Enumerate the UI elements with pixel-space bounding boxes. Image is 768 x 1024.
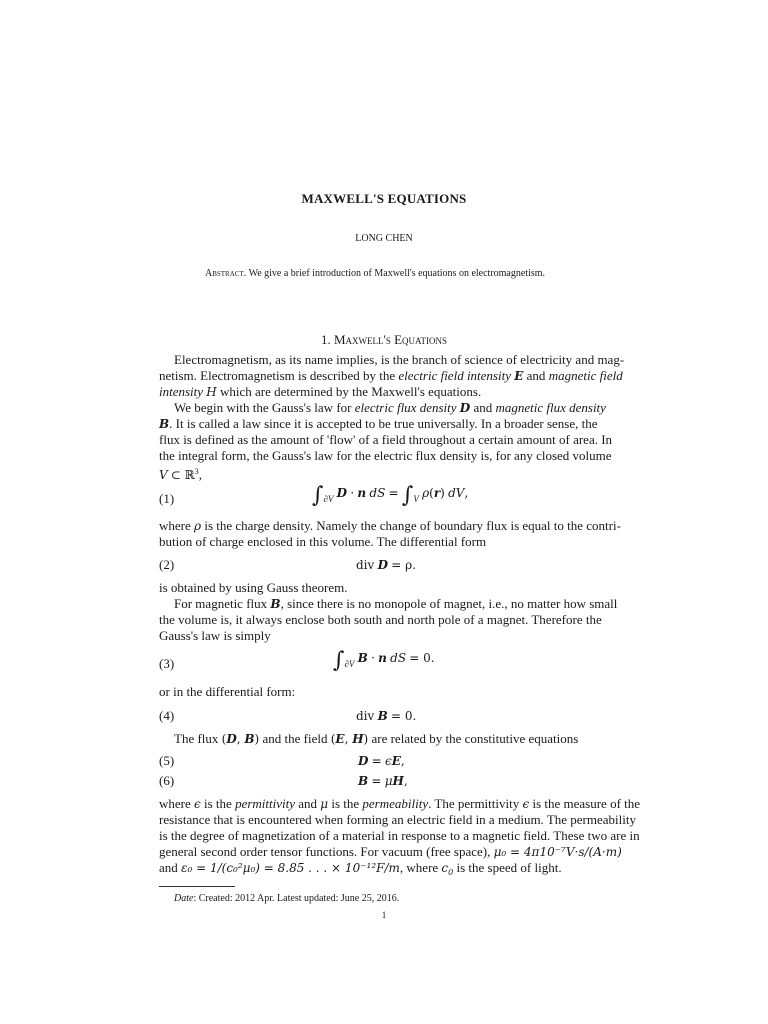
math-subscript: V — [413, 494, 419, 504]
math-mu: μ — [384, 774, 393, 788]
math-B: B — [377, 709, 388, 723]
text-span: where — [159, 796, 195, 811]
section-heading — [0, 332, 768, 348]
text-span: For magnetic flux — [174, 596, 271, 611]
emphasis: permittivity — [235, 796, 295, 811]
math-rho: ρ — [194, 519, 202, 533]
math-operator: = — [371, 774, 382, 788]
text-line — [159, 596, 618, 612]
paragraph-gauss — [159, 400, 613, 483]
math-comma: , — [236, 732, 245, 746]
math-paren: ) — [363, 732, 369, 746]
math-paren: ( — [221, 732, 227, 746]
math-epsilon: ϵ — [384, 754, 392, 768]
abstract — [205, 267, 605, 280]
text-span: and the field — [259, 731, 331, 746]
equation-6 — [358, 773, 408, 789]
math-div: div — [356, 558, 375, 572]
math-D: D — [336, 486, 348, 500]
text-span: is the — [328, 796, 363, 811]
equation-number: (6) — [159, 773, 175, 788]
text-span: is the — [200, 796, 236, 811]
emphasis: electric field intensity — [398, 368, 511, 383]
math-n: n — [357, 486, 367, 500]
math-E: E — [391, 754, 401, 768]
paragraph-magnetic — [159, 580, 618, 644]
footnote-label: Date — [174, 893, 194, 904]
equation-number: (4) — [159, 708, 175, 723]
math-symbol: ⊂ ℝ — [170, 468, 195, 482]
math-rho: ρ — [422, 486, 430, 500]
text-span: and — [470, 400, 496, 415]
text-span: . It is called a law since it is accepted to be true universally. In a broader sense, the — [169, 416, 598, 431]
emphasis: intensity — [159, 384, 204, 399]
text-line: the volume is, it always enclose both south and north pole of a magnet. Therefore the — [159, 612, 602, 627]
text-line — [159, 368, 623, 384]
math-D: D — [226, 732, 237, 746]
math-volume: V — [159, 468, 168, 482]
integral-sign: ∫ — [333, 648, 345, 673]
paragraph-permittivity — [159, 796, 641, 881]
text-line: bution of charge enclosed in this volume. The differential form — [159, 534, 487, 549]
integral-sign: ∫ — [312, 483, 324, 508]
text-line: flux is defined as the amount of 'flow' of a field throughout a certain amount of area. In — [159, 432, 613, 447]
text-span: , since there is no monopole of magnet, i.e., no matter how small — [280, 596, 618, 611]
equation-number: (3) — [159, 656, 175, 671]
text-span: and — [159, 860, 182, 875]
text-span: is the charge density. Namely the change of boundary flux is equal to the contri- — [201, 518, 621, 533]
math-B: B — [358, 774, 369, 788]
math-D: D — [377, 558, 388, 572]
section-title: Maxwell's Equations — [333, 332, 448, 347]
text-line: the integral form, the Gauss's law for the electric flux density is, for any closed volume — [159, 448, 612, 463]
text-span: , where — [399, 860, 442, 875]
math-B: B — [357, 651, 368, 665]
equation-number: (1) — [159, 491, 175, 506]
math-D: D — [459, 401, 471, 415]
paper-title: MAXWELL'S EQUATIONS — [301, 191, 467, 206]
math-dS: dS — [390, 651, 407, 665]
text-span: and — [523, 368, 549, 383]
text-span: is the measure of the — [529, 796, 641, 811]
text-line — [159, 416, 609, 432]
text-line: V ⊂ ℝ$^3$, — [159, 467, 203, 482]
footnote-rule — [159, 886, 235, 887]
math-n: n — [378, 651, 387, 665]
math-r: r — [433, 486, 441, 500]
math-B: B — [159, 417, 170, 431]
math-comma: , — [464, 486, 469, 500]
equation-number: (2) — [159, 557, 175, 572]
math-operator: · — [350, 486, 355, 500]
text-line: Gauss's law is simply — [159, 628, 271, 643]
abstract-text: We give a brief introduction of Maxwell's equations on electromagnetism. — [248, 268, 546, 279]
math-operator: = — [388, 486, 399, 500]
footnote-text: : Created: 2012 Apr. Latest updated: June 25, 2016. — [193, 893, 400, 904]
text-line: Electromagnetism, as its name implies, is the branch of science of electricity and mag- — [174, 352, 625, 367]
text-line — [159, 518, 621, 534]
text-span: and — [295, 796, 321, 811]
math-mu: μ — [320, 797, 329, 811]
text-span: netism. Electromagnetism is described by the — [159, 368, 399, 383]
text-line: or in the differential form: — [159, 684, 296, 699]
text-line: is obtained by using Gauss theorem. — [159, 580, 348, 595]
math-superscript: 3 — [194, 467, 199, 476]
math-comma: , — [344, 732, 353, 746]
math-epsilon: ϵ — [522, 797, 530, 811]
math-H: H — [206, 385, 217, 399]
abstract-label: Abstract. — [205, 268, 247, 279]
page-number: 1 — [381, 910, 387, 920]
text-line — [159, 400, 609, 416]
math-dV: dV — [448, 486, 465, 500]
emphasis: electric flux density — [354, 400, 457, 415]
text-line — [159, 860, 609, 881]
text-span: are related by the constitutive equations — [368, 731, 579, 746]
text-span: is the speed of light. — [453, 860, 562, 875]
equation-5 — [358, 753, 405, 769]
math-comma: , — [400, 754, 405, 768]
math-B: B — [244, 732, 255, 746]
math-operator: = — [371, 754, 382, 768]
math-D: D — [358, 754, 369, 768]
math-rhs: = ρ. — [391, 558, 416, 572]
math-subscript: ∂V — [344, 659, 355, 669]
section-number: 1. — [320, 332, 331, 347]
math-rhs: = 0. — [390, 709, 417, 723]
emphasis: magnetic flux density — [495, 400, 606, 415]
emphasis: magnetic field — [548, 368, 623, 383]
text-span: which are determined by the Maxwell's equations. — [216, 384, 482, 399]
equation-4 — [356, 708, 416, 724]
math-paren: ) — [440, 486, 445, 500]
footnote — [174, 893, 399, 904]
math-E: E — [335, 732, 345, 746]
text-line — [159, 844, 622, 860]
math-mu0-value: μ₀ = 4π10⁻⁷V·s/(A·m) — [493, 845, 622, 859]
math-subscript: ∂V — [323, 494, 334, 504]
math-paren: ) — [254, 732, 260, 746]
text-line — [159, 796, 641, 812]
math-rhs: = 0. — [409, 651, 435, 665]
text-line: resistance that is encountered when forming an electric field in a medium. The permeability — [159, 812, 636, 827]
text-span: where — [159, 518, 195, 533]
paragraph-differential — [159, 684, 609, 700]
equation-2 — [356, 557, 416, 573]
equation-number: (5) — [159, 753, 175, 768]
text-line: is the degree of magnetization of a material in response to a magnetic field. These two are in — [159, 828, 640, 843]
math-c0: $c_0$ — [441, 861, 454, 877]
text-line — [159, 731, 609, 747]
text-span: The flux — [174, 731, 222, 746]
emphasis: permeability — [362, 796, 429, 811]
author-name: LONG CHEN — [355, 233, 413, 244]
text-span: general second order tensor functions. For vacuum (free space), — [159, 844, 494, 859]
math-dS: dS — [369, 486, 386, 500]
text-span: . The permittivity — [428, 796, 523, 811]
text-line — [159, 384, 609, 400]
math-paren: ( — [330, 732, 336, 746]
math-div: div — [356, 709, 375, 723]
math-H: H — [392, 774, 404, 788]
math-epsilon: ϵ — [194, 797, 201, 811]
paragraph-intro — [159, 352, 625, 400]
text-span: We begin with the Gauss's law for — [174, 400, 355, 415]
math-comma: , — [403, 774, 408, 788]
paragraph-constitutive — [159, 731, 609, 747]
math-E: E — [514, 369, 524, 383]
paragraph-charge — [159, 518, 621, 550]
integral-sign: ∫ — [401, 483, 414, 508]
equation-1 — [312, 483, 468, 508]
math-paren: ( — [429, 486, 434, 500]
math-B: B — [270, 597, 281, 611]
equation-3 — [333, 648, 435, 673]
math-eps0-value: ε₀ = 1/(c₀²μ₀) = 8.85 . . . × 10⁻¹²F/m — [181, 861, 400, 875]
math-H: H — [352, 732, 364, 746]
math-operator: · — [371, 651, 375, 665]
